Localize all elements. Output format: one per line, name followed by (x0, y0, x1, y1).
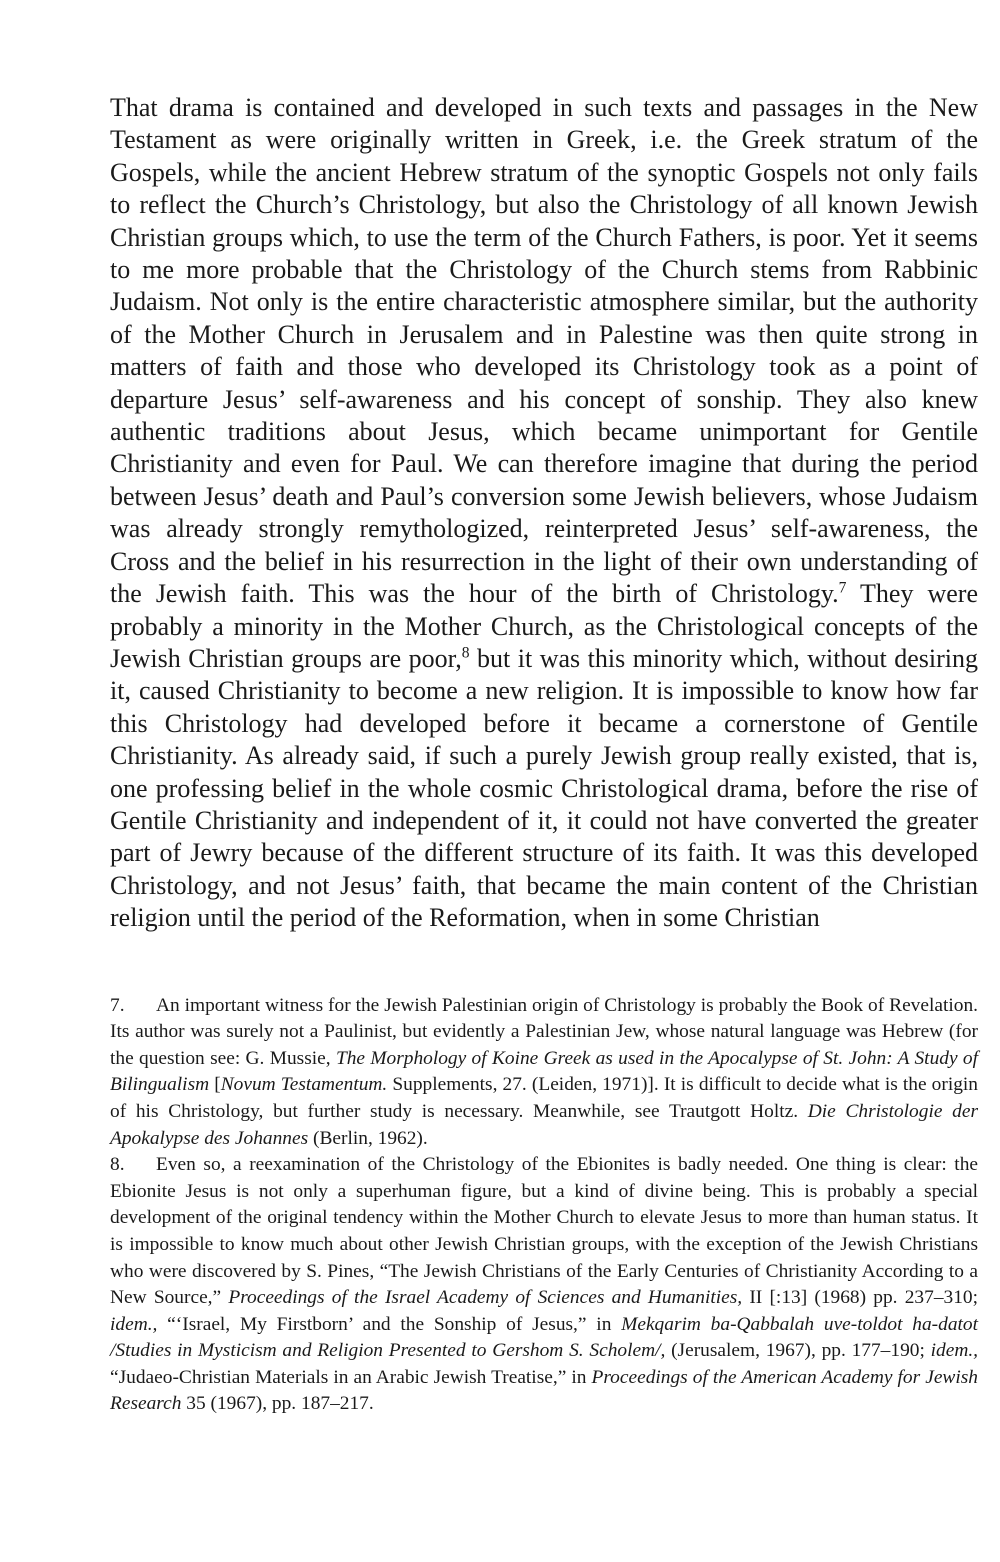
footnote-number: 8. (110, 1154, 125, 1176)
footnote-text: An important witness for the Jewish Palestinian origin of Christology is probably the Book of Revelation. Its author was surely not a Paulinist, but evidently a Palestinian Jew, whose natural language was Hebrew (for the question see: G. Mussie, (110, 994, 978, 1069)
footnote-text: (Jerusalem, 1967), pp. 177–190; (665, 1340, 931, 1362)
footnote-ref-7[interactable]: 7 (838, 579, 847, 597)
footnote-title: idem., (930, 1340, 979, 1362)
footnotes (110, 993, 978, 1419)
footnote-title: The Morphology of Koine Greek as used in the Apocalypse of St. John: A Study of Bilingualism (110, 1047, 978, 1096)
footnote-number: 7. (110, 994, 125, 1016)
footnote-ref-8[interactable]: 8 (461, 644, 470, 662)
footnote-text: Even so, a reexamination of the Christology of the Ebionites is badly needed. One thing is clear: the Ebionite Jesus is not only a superhuman figure, but a kind of divine being. This is probably a special development of the original tendency within the Mother Church to elevate Jesus to more than human status. It is impossible to know much about other Jewish Christian groups, with the exception of the Jewish Christians who were discovered by S. Pines, “The Jewish Christians of the Early Centuries of Christianity According to a New Source,” (110, 1154, 978, 1309)
footnote-title: idem., (110, 1313, 158, 1335)
footnote-text: Supplements, 27. (Leiden, 1971)]. It is difficult to decide what is the origin of his Christology, but further study is necessary. Meanwhile, see Trautgott Holtz. (110, 1074, 978, 1122)
footnote-text: [ (209, 1074, 221, 1096)
body-text-part-2: They were probably a minority in the Mother Church, as the Christological concepts of the Jewish Christian groups are poor, (110, 579, 979, 673)
footnote-text: “Judaeo-Christian Materials in an Arabic Jewish Treatise,” in (110, 1366, 592, 1388)
footnote-text: “‘Israel, My Firstborn’ and the Sonship of Jesus,” in (157, 1313, 622, 1335)
footnote-title: Mekqarim ba-Qabbalah uve-toldot ha-datot /Studies in Mysticism and Religion Presented to Gershom S. Scholem/, (110, 1313, 978, 1362)
page (110, 92, 978, 1418)
footnote-text: 35 (1967), pp. 187–217. (181, 1393, 374, 1415)
footnote-7 (110, 993, 978, 1153)
footnote-title: Proceedings of the Israel Academy of Sciences and Humanities, (228, 1287, 743, 1309)
footnote-text: II [:13] (1968) pp. 237–310; (742, 1287, 978, 1309)
footnote-title: Proceedings of the American Academy for Jewish Research (110, 1366, 978, 1415)
footnote-8 (110, 1152, 978, 1418)
footnote-text: (Berlin, 1962). (308, 1127, 428, 1149)
footnote-title: Die Christologie der Apokalypse des Johannes (110, 1100, 978, 1149)
body-paragraph (110, 92, 978, 935)
body-text-part-3: but it was this minority which, without desiring it, caused Christianity to become a new religion. It is impossible to know how far this Christology had developed before it became a cornerstone of Gentile Christianity. As already said, if such a purely Jewish group really existed, that is, one professing belief in the whole cosmic Christological drama, before the rise of Gentile Christianity and independent of it, it could not have converted the greater part of Jewry because of the different structure of its faith. It was this developed Christology, and not Jesus’ faith, that became the main content of the Christian religion until the period of the Reformation, when in some Christian (110, 643, 978, 933)
body-text-part-1: That drama is contained and developed in such texts and passages in the New Testament as were originally written in Greek, i.e. the Greek stratum of the Gospels, while the ancient Hebrew stratum of the synoptic Gospels not only fails to reflect the Church’s Christology, but also the Christology of all known Jewish Christian groups which, to use the term of the Church Fathers, is poor. Yet it seems to me more probable that the Christology of the Church stems from Rabbinic Judaism. Not only is the entire characteristic atmosphere similar, but the authority of the Mother Church in Jerusalem and in Palestine was then quite strong in matters of faith and those who developed its Christology took as a point of departure Jesus’ self-awareness and his concept of sonship. They also knew authentic traditions about Jesus, which became unimportant for Gentile Christianity and even for Paul. We can therefore imagine that during the period between Jesus’ death and Paul’s conversion some Jewish believers, whose Judaism was already strongly remythologized, reinterpreted Jesus’ self-awareness, the Cross and the belief in his resurrection in the light of their own understanding of the Jewish faith. This was the hour of the birth of Christology. (110, 93, 978, 609)
footnote-title: Novum Testamentum. (220, 1074, 388, 1096)
